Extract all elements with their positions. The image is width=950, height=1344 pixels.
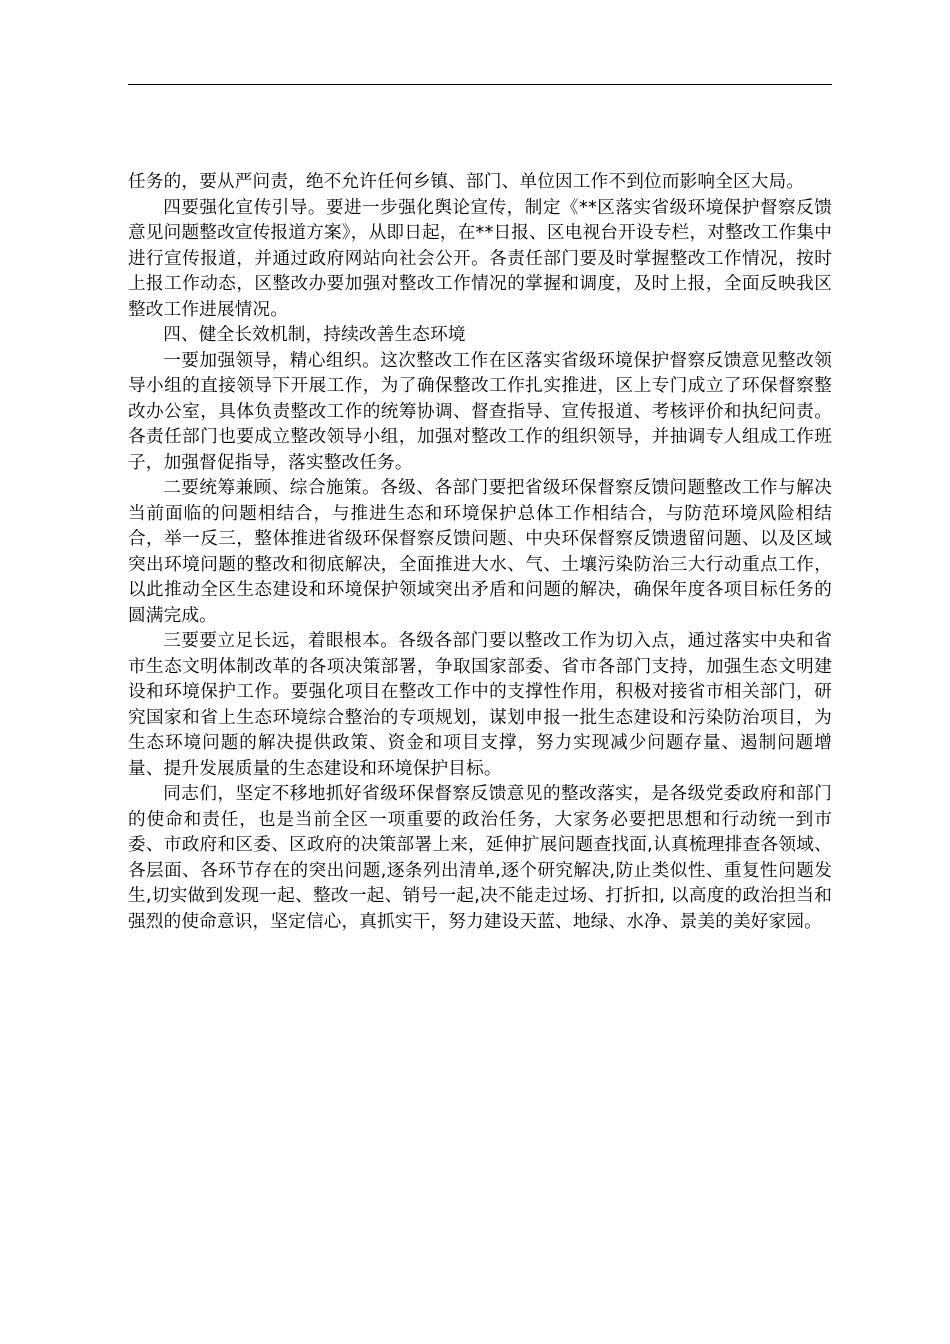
paragraph-publicity: 四要强化宣传引导。要进一步强化舆论宣传，制定《**区落实省级环境保护督察反馈意见问题整改宣传报道方案》，从即日起，在**日报、区电视台开设专栏，对整改工作集中进行宣传报道，并通过政府网站向社会公开。各责任部门要及时掌握整改工作情况，按时上报工作动态，区整改办要加强对整改工作情况的掌握和调度，及时上报，全面反映我区整改工作进展情况。 <box>128 197 832 320</box>
paragraph-continuation: 任务的，要从严问责，绝不允许任何乡镇、部门、单位因工作不到位而影响全区大局。 <box>128 172 805 192</box>
paragraph-long-term: 三要要立足长远，着眼根本。各级各部门要以整改工作为切入点，通过落实中央和省市生态文明体制改革的各项决策部署，争取国家部委、省市各部门支持，加强生态文明建设和环境保护工作。要强化项目在整改工作中的支撑性作用，积极对接省市相关部门，研究国家和省上生态环境综合整治的专项规划，谋划申报一批生态建设和污染防治项目，为生态环境问题的解决提供政策、资金和项目支撑，努力实现减少问题存量、遏制问题增量、提升发展质量的生态建设和环境保护目标。 <box>128 631 832 779</box>
document-body <box>128 170 832 935</box>
paragraph-leadership: 一要加强领导，精心组织。这次整改工作在区落实省级环境保护督察反馈意见整改领导小组的直接领导下开展工作，为了确保整改工作扎实推进，区上专门成立了环保督察整改办公室，具体负责整改工作的统筹协调、督查指导、宣传报道、考核评价和执纪问责。各责任部门也要成立整改领导小组，加强对整改工作的组织领导，并抽调专人组成工作班子，加强督促指导，落实整改任务。 <box>128 350 832 473</box>
paragraph-coordination: 二要统筹兼顾、综合施策。各级、各部门要把省级环保督察反馈问题整改工作与解决当前面临的问题相结合，与推进生态和环境保护总体工作相结合，与防范环境风险相结合，举一反三，整体推进省级环保督察反馈问题、中央环保督察反馈遗留问题、以及区域突出环境问题的整改和彻底解决，全面推进大水、气、土壤污染防治三大行动重点工作，以此推动全区生态建设和环境保护领域突出矛盾和问题的解决，确保年度各项目标任务的圆满完成。 <box>128 478 832 626</box>
header-rule <box>128 84 832 85</box>
paragraph-closing: 同志们，坚定不移地抓好省级环保督察反馈意见的整改落实，是各级党委政府和部门的使命和责任，也是当前全区一项重要的政治任务，大家务必要把思想和行动统一到市委、市政府和区委、区政府的决策部署上来，延伸扩展问题查找面,认真梳理排查各领域、各层面、各环节存在的突出问题,逐条列出清单,逐个研究解决,防止类似性、重复性问题发生,切实做到发现一起、整改一起、销号一起,决不能走过场、打折扣, 以高度的政治担当和强烈的使命意识，坚定信心，真抓实干，努力建设天蓝、地绿、水净、景美的美好家园。 <box>128 784 832 932</box>
section-heading: 四、健全长效机制，持续改善生态环境 <box>163 325 466 345</box>
